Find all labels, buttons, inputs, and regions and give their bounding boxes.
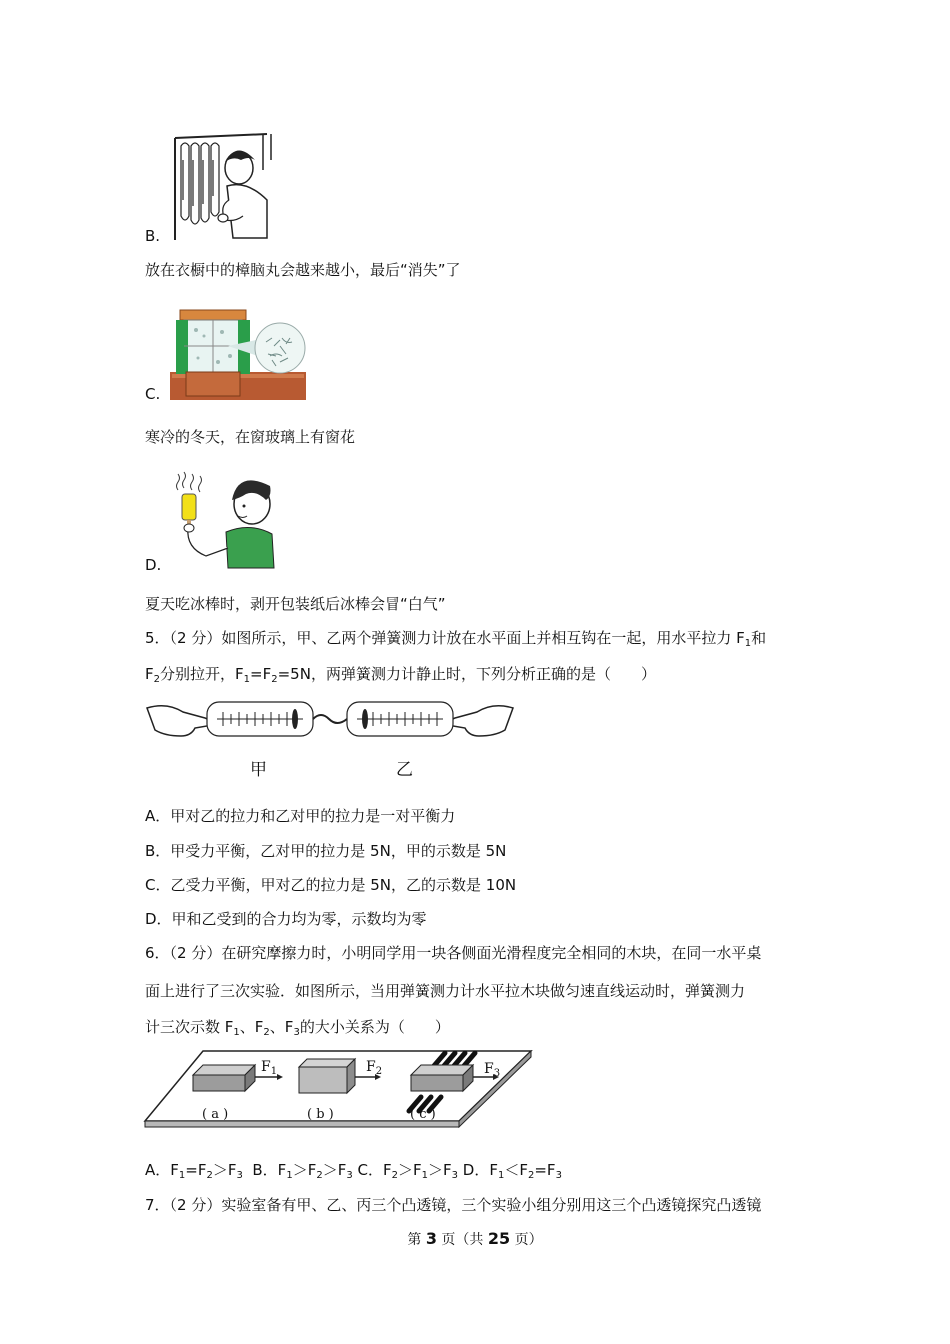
q5-line2-a: F [145, 665, 154, 683]
q5-line1-sub: 1 [744, 638, 752, 649]
q6-fig-f2: F [366, 1059, 376, 1075]
q6-c3: ＞F [428, 1161, 452, 1179]
q6-fig-label-a: ( a ) [202, 1107, 229, 1122]
option-b-letter: B. [145, 227, 161, 245]
q5-line2-a-sub: 2 [153, 674, 161, 685]
option-d-caption: 夏天吃冰棒时，剥开包装纸后冰棒会冒“白气” [145, 595, 446, 613]
q6-d3s: 3 [555, 1170, 562, 1181]
q6-fig-f1: F [261, 1059, 271, 1075]
q6-c1: C．F [352, 1161, 392, 1179]
q6-fig-f1-sub: 1 [270, 1066, 278, 1077]
q5-line2-b: 分别拉开，F [160, 665, 244, 683]
q6-line3-mid1: 、F [239, 1018, 264, 1036]
q5-option-d[interactable]: D．甲和乙受到的合力均为零，示数均为零 [145, 910, 427, 928]
q6-fig-f3: F [484, 1061, 494, 1077]
q5-option-a[interactable]: A．甲对乙的拉力和乙对甲的拉力是一对平衡力 [145, 807, 456, 825]
q6-a3: ＞F [212, 1161, 237, 1179]
q5-fig-label-yi: 乙 [396, 760, 413, 780]
q6-d1: D．F [458, 1161, 498, 1179]
option-d-letter: D. [145, 556, 162, 574]
q6-answer-options [145, 1160, 562, 1180]
q6-line3-post: 的大小关系为（ ） [299, 1018, 450, 1036]
q6-stem-line3 [145, 1017, 450, 1037]
option-b-caption: 放在衣橱中的樟脑丸会越来越小，最后“消失”了 [145, 261, 461, 279]
footer-post: 页） [510, 1232, 543, 1248]
q6-a3s: 3 [236, 1170, 243, 1181]
q6-fig-f2-sub: 2 [375, 1066, 383, 1077]
q6-d1s: 1 [497, 1170, 505, 1181]
q6-b1s: 1 [286, 1170, 293, 1181]
footer-mid: 页（共 [436, 1232, 488, 1248]
q6-fig-f1-label [261, 1058, 277, 1076]
q6-fig-label-c: ( c ) [410, 1107, 436, 1122]
q6-b1: B．F [242, 1161, 287, 1179]
q6-option-b[interactable] [243, 1161, 353, 1179]
footer-page-number: 3 [425, 1229, 437, 1248]
option-c-letter: C. [145, 385, 161, 403]
q6-fig-f2-label [366, 1058, 382, 1076]
q5-option-b[interactable]: B．甲受力平衡，乙对甲的拉力是 5N，甲的示数是 5N [145, 842, 507, 860]
q5-fig-label-jia: 甲 [250, 760, 267, 780]
q6-d3: =F [534, 1161, 556, 1179]
q6-fig-f3-sub: 3 [493, 1068, 501, 1079]
q5-line2-c: =F [250, 665, 272, 683]
q6-c2s: 1 [421, 1170, 428, 1181]
q6-line3-pre: 计三次示数 F [145, 1018, 234, 1036]
q5-stem-line1 [145, 628, 766, 648]
option-c-caption: 寒冷的冬天，在窗玻璃上有窗花 [145, 428, 356, 446]
q6-b3: ＞F [322, 1161, 347, 1179]
q6-a2: =F [185, 1161, 207, 1179]
q6-d2: ＜F [504, 1161, 528, 1179]
q5-line1-post: 和 [751, 629, 767, 647]
q6-fig-f3-label [484, 1060, 500, 1078]
q6-c2: ＞F [397, 1161, 422, 1179]
q6-d2s: 2 [527, 1170, 535, 1181]
q6-line3-sub1: 1 [233, 1027, 240, 1038]
spring-scales-figure [145, 694, 515, 748]
q6-stem-line1: 6．（2 分）在研究摩擦力时，小明同学用一块各侧面光滑程度完全相同的木块，在同一水平桌 [145, 944, 762, 962]
wardrobe-boy-illustration [171, 130, 281, 242]
q6-line3-mid2: 、F [269, 1018, 294, 1036]
q6-option-d[interactable] [458, 1161, 562, 1179]
page-footer [0, 1229, 950, 1249]
q6-line3-sub3: 3 [293, 1027, 300, 1038]
q6-a1s: 1 [178, 1170, 186, 1181]
footer-pre: 第 [407, 1232, 426, 1248]
q6-c3s: 3 [451, 1170, 459, 1181]
boy-with-popsicle-illustration [172, 470, 276, 570]
q6-stem-line2: 面上进行了三次实验．如图所示，当用弹簧测力计水平拉木块做匀速直线运动时，弹簧测力 [145, 982, 746, 1000]
footer-total-pages: 25 [487, 1229, 511, 1248]
q5-line2-d: =5N，两弹簧测力计静止时，下列分析正确的是（ ） [277, 665, 656, 683]
q6-b2: ＞F [292, 1161, 317, 1179]
q5-stem-line2 [145, 664, 656, 684]
q6-option-c[interactable] [353, 1161, 458, 1179]
q5-line2-b-sub: 1 [243, 674, 251, 685]
q6-a1: A．F [145, 1161, 179, 1179]
q6-fig-label-b: ( b ) [307, 1107, 334, 1122]
q6-a2s: 2 [206, 1170, 213, 1181]
q6-line3-sub2: 2 [263, 1027, 270, 1038]
q5-option-c[interactable]: C．乙受力平衡，甲对乙的拉力是 5N，乙的示数是 10N [145, 876, 517, 894]
q5-line2-c-sub: 2 [271, 674, 278, 685]
q7-stem-line1: 7．（2 分）实验室备有甲、乙、丙三个凸透镜，三个实验小组分别用这三个凸透镜探究凸透镜 [145, 1196, 762, 1214]
q6-option-a[interactable] [145, 1161, 243, 1179]
q5-line1-text: 5．（2 分）如图所示，甲、乙两个弹簧测力计放在水平面上并相互钩在一起，用水平拉力 F [145, 629, 745, 647]
frosted-window-illustration [170, 306, 306, 400]
q6-b3s: 3 [346, 1170, 353, 1181]
q6-b2s: 2 [316, 1170, 323, 1181]
q6-c1s: 2 [391, 1170, 398, 1181]
